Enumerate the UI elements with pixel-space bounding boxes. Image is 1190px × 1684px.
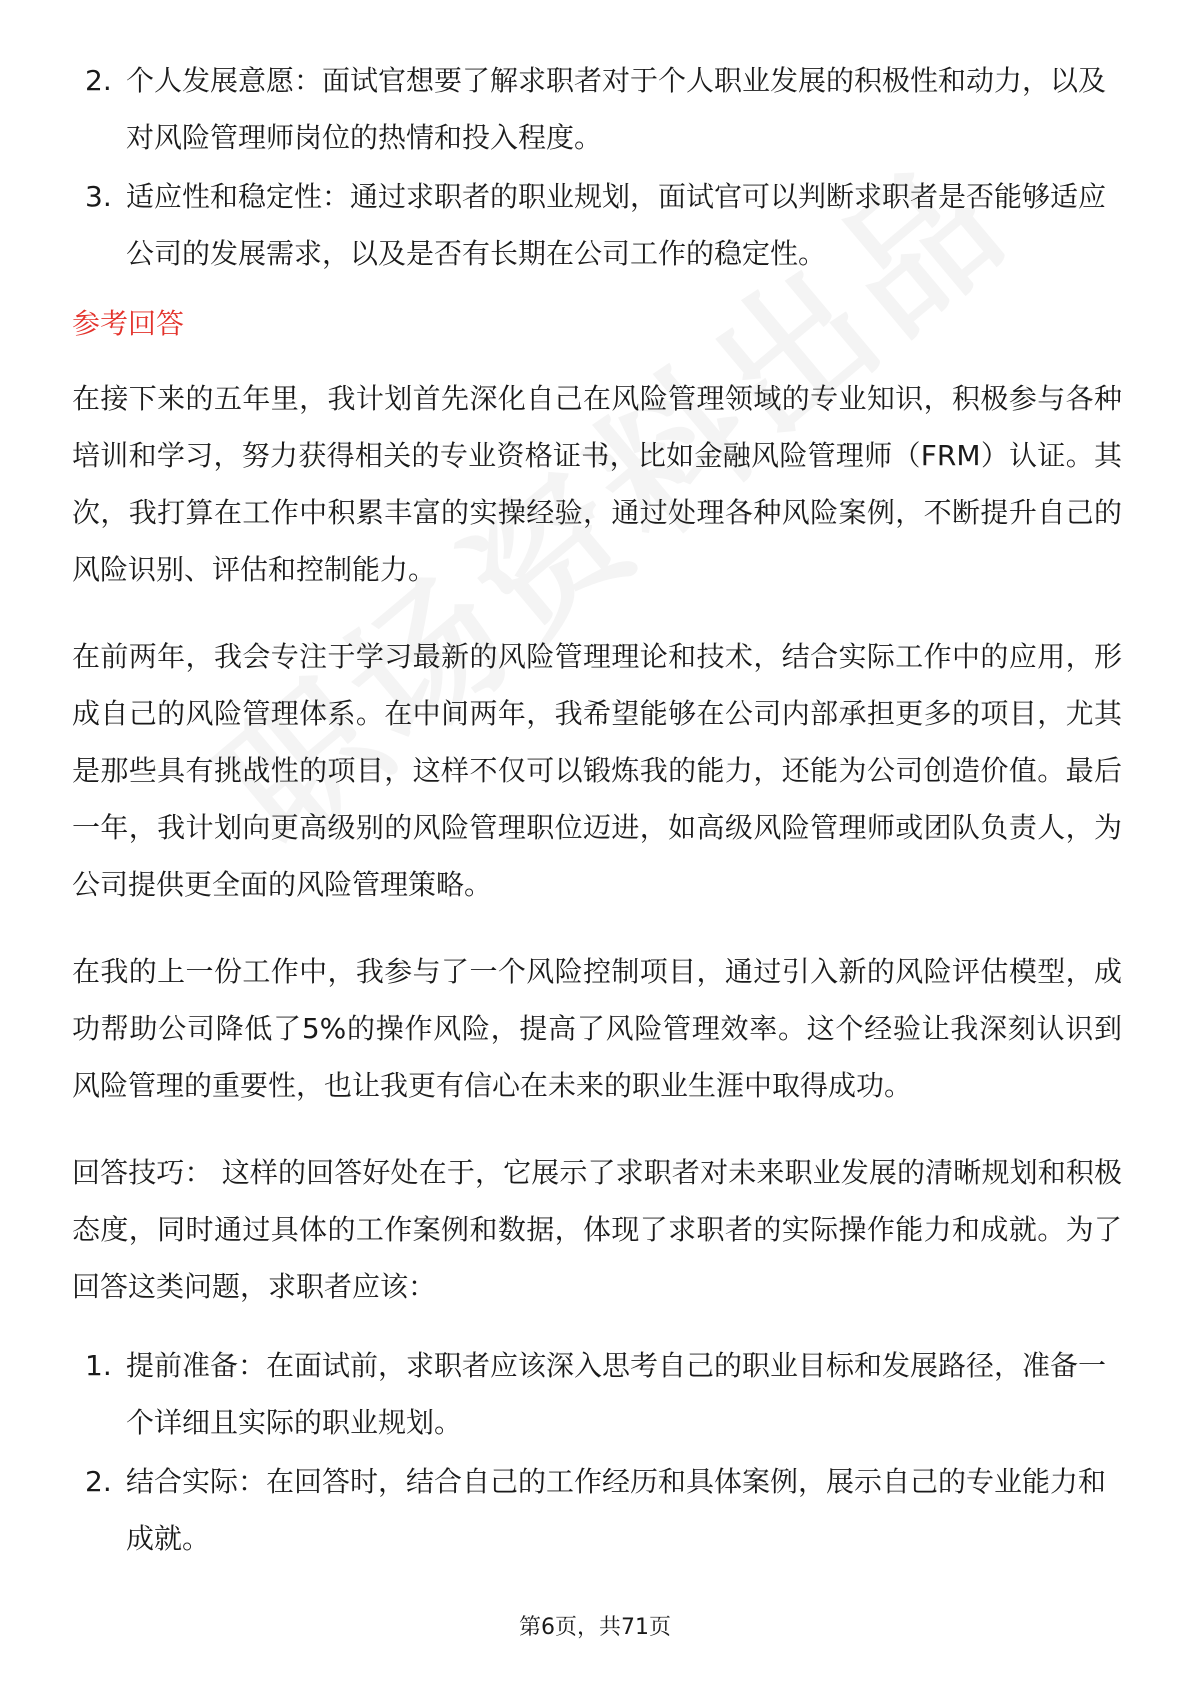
list-text: 个人发展意愿：面试官想要了解求职者对于个人职业发展的积极性和动力，以及对风险管理师岗位的热情和投入程度。 [126,64,1107,154]
list-text: 适应性和稳定性：通过求职者的职业规划，面试官可以判断求职者是否能够适应公司的发展需求，以及是否有长期在公司工作的稳定性。 [126,180,1107,270]
list-item [72,1337,1122,1451]
list-text: 提前准备：在面试前，求职者应该深入思考自己的职业目标和发展路径，准备一个详细且实际的职业规划。 [126,1349,1107,1439]
section-heading: 参考回答 [72,307,185,340]
list-text: 结合实际：在回答时，结合自己的工作经历和具体案例，展示自己的专业能力和成就。 [126,1465,1107,1555]
answer-paragraph-2: 在前两年，我会专注于学习最新的风险管理理论和技术，结合实际工作中的应用，形成自己的风险管理体系。在中间两年，我希望能够在公司内部承担更多的项目，尤其是那些具有挑战性的项目，这样不仅可以锻炼我的能力，还能为公司创造价值。最后一年，我计划向更高级别的风险管理职位迈进，如高级风险管理师或团队负责人，为公司提供更全面的风险管理策略。 [72,640,1122,901]
criteria-list [72,52,1122,282]
list-item [72,168,1122,282]
list-number: 1. [85,1349,112,1382]
document-page [72,52,1122,1569]
answer-paragraph-1: 在接下来的五年里，我计划首先深化自己在风险管理领域的专业知识，积极参与各种培训和学习，努力获得相关的专业资格证书，比如金融风险管理师（FRM）认证。其次，我打算在工作中积累丰富的实操经验，通过处理各种风险案例，不断提升自己的风险识别、评估和控制能力。 [72,382,1122,586]
list-number: 2. [85,64,112,97]
answer-paragraph-3: 在我的上一份工作中，我参与了一个风险控制项目，通过引入新的风险评估模型，成功帮助公司降低了5%的操作风险，提高了风险管理效率。这个经验让我深刻认识到风险管理的重要性，也让我更有信心在未来的职业生涯中取得成功。 [72,955,1122,1102]
list-item [72,1453,1122,1567]
tips-paragraph: 回答技巧： 这样的回答好处在于，它展示了求职者对未来职业发展的清晰规划和积极态度，同时通过具体的工作案例和数据，体现了求职者的实际操作能力和成就。为了回答这类问题，求职者应该： [72,1156,1122,1303]
list-item [72,52,1122,166]
page-footer: 第6页，共71页 [519,1615,671,1640]
list-number: 2. [85,1465,112,1498]
tips-list [72,1337,1122,1567]
list-number: 3. [85,180,112,213]
